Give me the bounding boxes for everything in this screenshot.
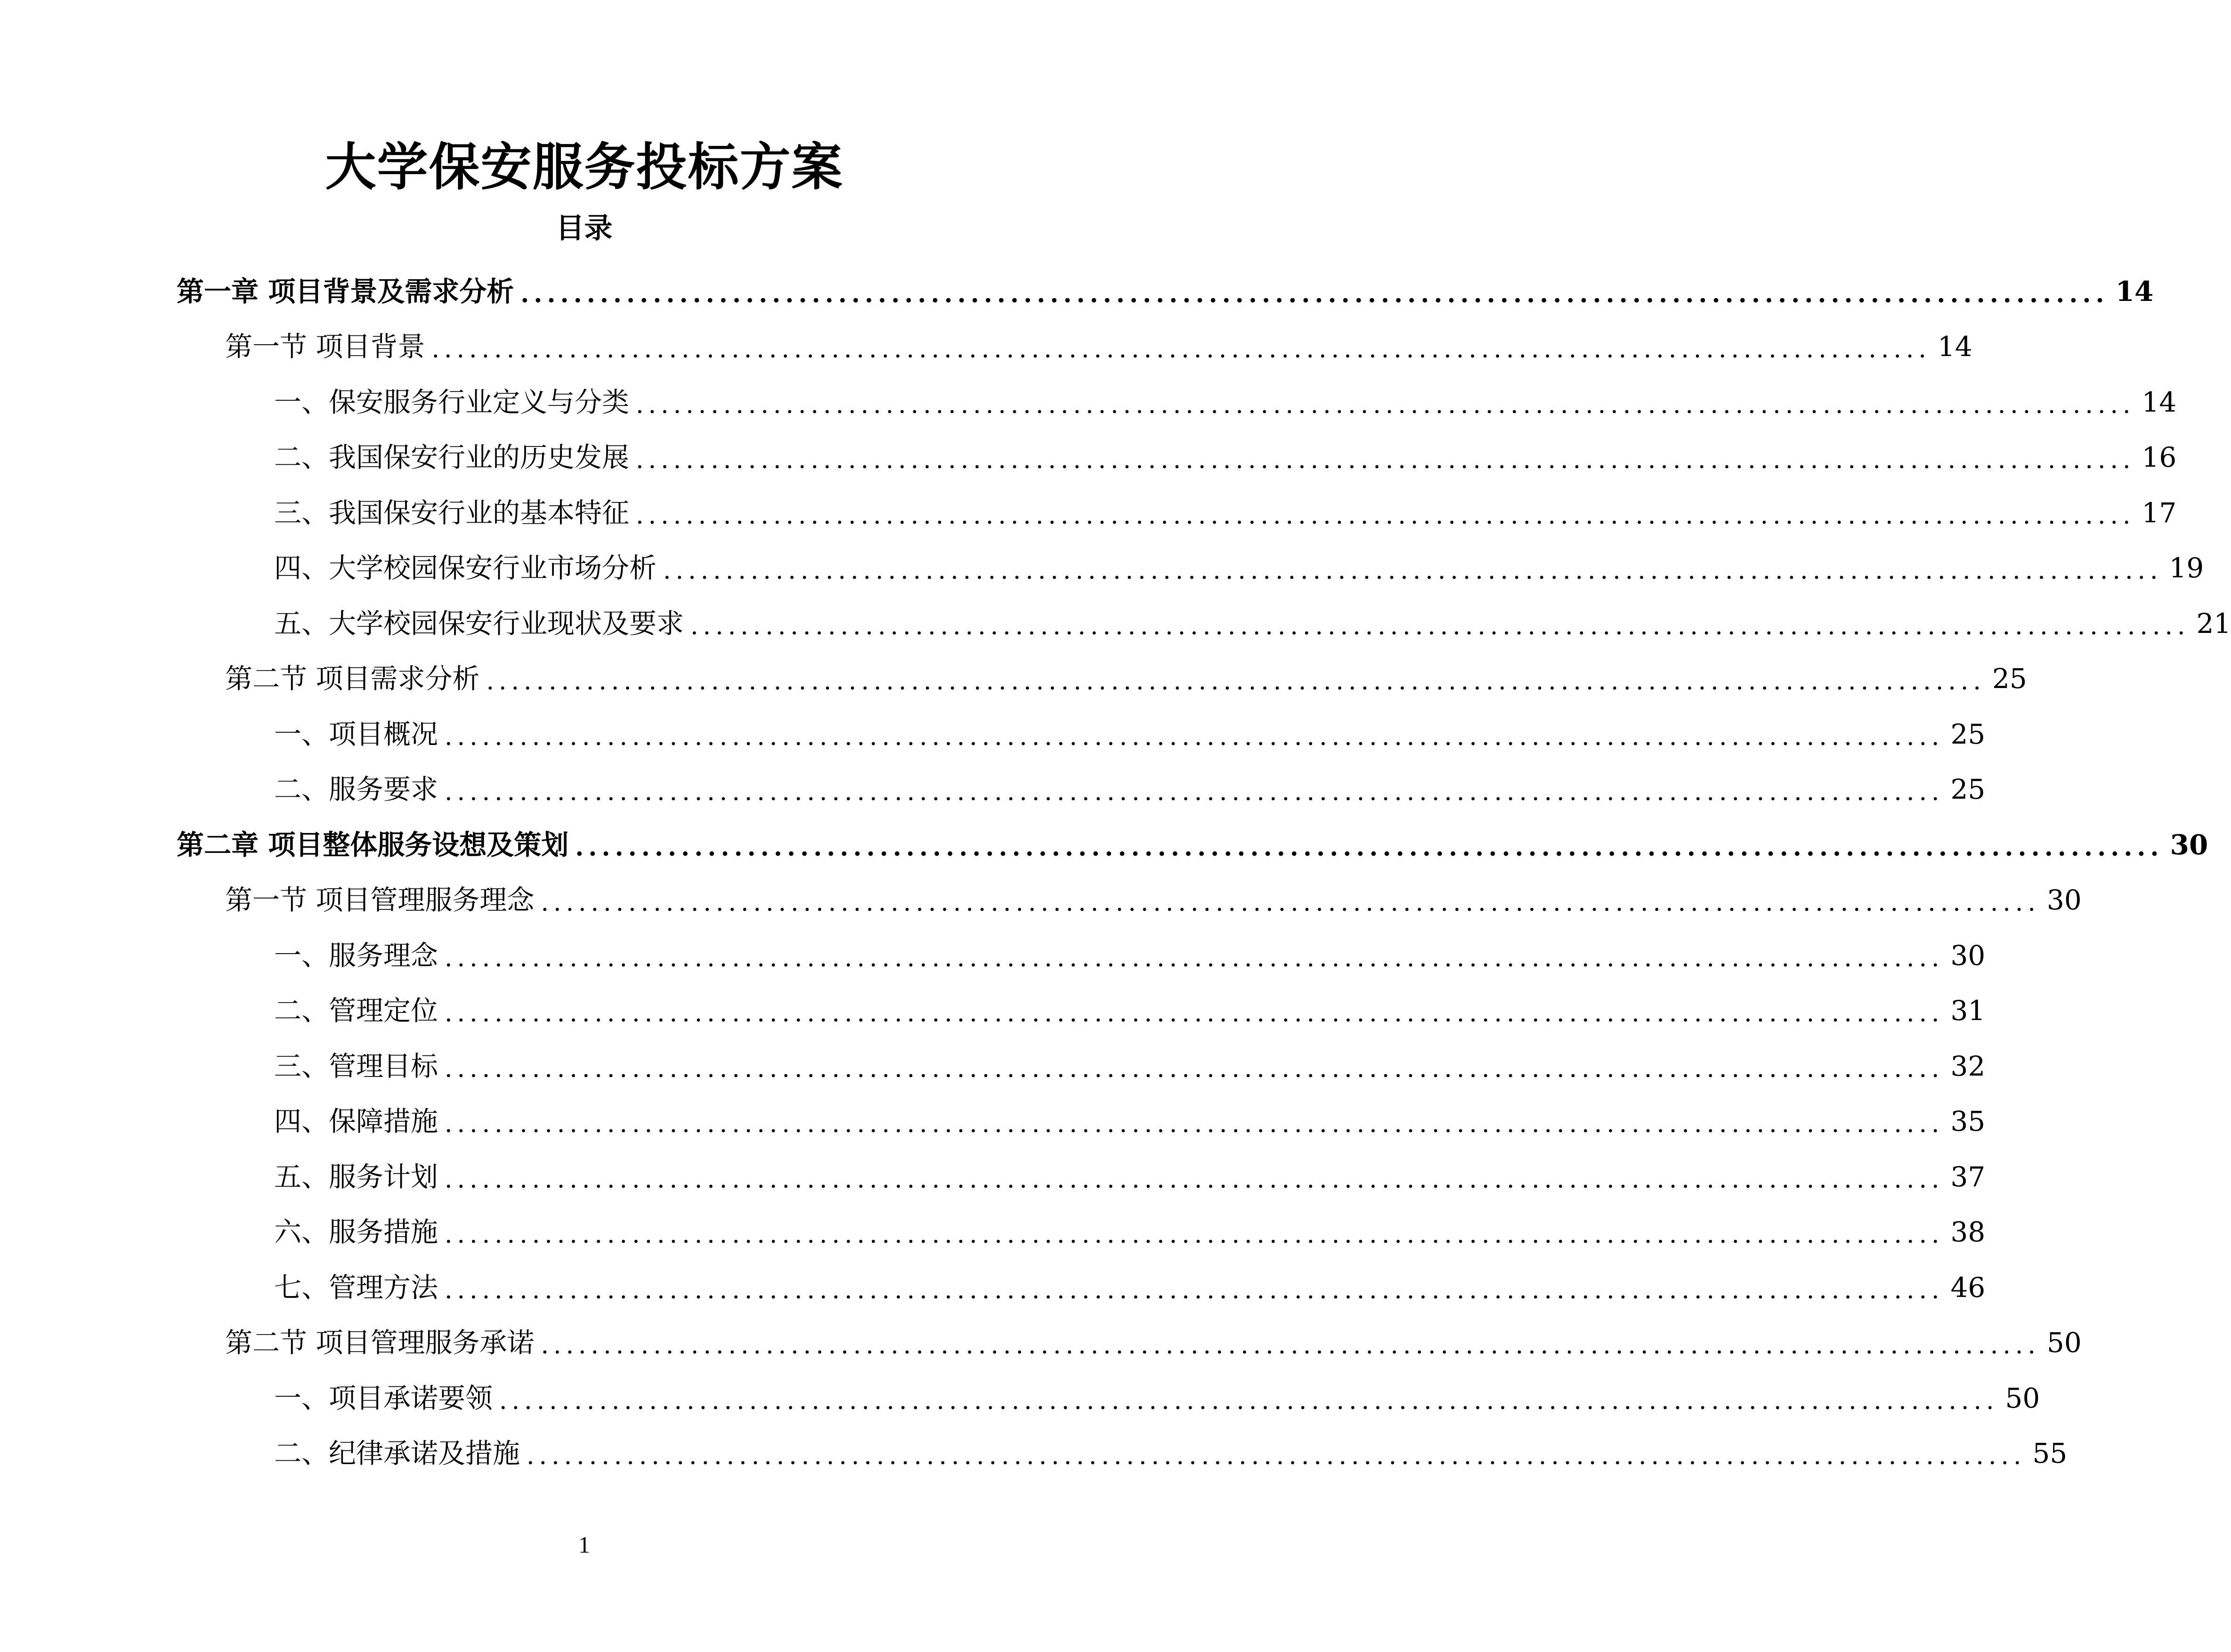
toc-dot-leader: ........................................................................................................................ [541, 889, 2040, 917]
toc-dot-leader: ........................................................................................................................ [690, 612, 2190, 640]
toc-entry-subsection[interactable] [0, 374, 2177, 430]
toc-entry-subsection[interactable] [0, 928, 1986, 983]
toc-dot-leader: ........................................................................................................................ [575, 833, 2164, 862]
toc-dot-leader: ........................................................................................................................ [445, 1221, 1944, 1249]
toc-dot-leader: ........................................................................................................................ [541, 1331, 2040, 1360]
toc-entry-page: 31 [1950, 995, 1986, 1027]
toc-entry-text: 一、项目概况 [274, 718, 438, 750]
toc-entry-page: 25 [1950, 773, 1986, 806]
toc-entry-text: 一、保安服务行业定义与分类 [274, 386, 630, 418]
toc-entry-text: 第二节 项目需求分析 [225, 663, 480, 695]
toc-entry-text: 五、服务计划 [274, 1160, 438, 1193]
toc-entry-text: 一、项目承诺要领 [274, 1382, 493, 1414]
toc-dot-leader: ........................................................................................................................ [445, 999, 1944, 1028]
toc-entry-text: 三、我国保安行业的基本特征 [274, 496, 630, 529]
toc-entry-subsection[interactable] [0, 1038, 1986, 1094]
toc-entry-subsection[interactable] [0, 706, 1986, 762]
toc-dot-leader: ........................................................................................................................ [431, 335, 1931, 364]
toc-entry-page: 30 [1950, 939, 1986, 972]
document-title: 大学保安服务投标方案 [325, 138, 844, 197]
toc-entry-subsection[interactable] [0, 1260, 1986, 1315]
toc-entry-text: 四、保障措施 [274, 1105, 438, 1138]
toc-entry-subsection[interactable] [0, 1149, 1986, 1205]
toc-dot-leader: ........................................................................................................................ [445, 1276, 1944, 1304]
toc-dot-leader: ........................................................................................................................ [636, 446, 2135, 475]
toc-entry-chapter-2[interactable] [0, 817, 2208, 873]
toc-entry-section[interactable] [0, 651, 2027, 707]
toc-dot-leader: ........................................................................................................................ [445, 778, 1944, 807]
toc-entry-page: 14 [1937, 331, 1972, 363]
toc-entry-subsection[interactable] [0, 1426, 2068, 1482]
toc-entry-page: 14 [2115, 275, 2154, 308]
toc-entry-text: 六、服务措施 [274, 1216, 438, 1248]
toc-entry-page: 16 [2142, 441, 2177, 474]
toc-dot-leader: ........................................................................................................................ [486, 667, 1986, 696]
page-number: 1 [578, 1531, 590, 1558]
toc-dot-leader: ........................................................................................................................ [499, 1386, 1999, 1415]
table-of-contents [0, 264, 2231, 1481]
toc-dot-leader: ........................................................................................................................ [663, 557, 2163, 585]
toc-dot-leader: ........................................................................................................................ [445, 944, 1944, 972]
toc-entry-text: 第一章 项目背景及需求分析 [177, 275, 514, 308]
toc-entry-page: 32 [1950, 1050, 1986, 1082]
toc-entry-section[interactable] [0, 1315, 2082, 1371]
toc-dot-leader: ........................................................................................................................ [445, 722, 1944, 751]
toc-entry-page: 37 [1950, 1160, 1986, 1193]
toc-entry-text: 第一节 项目背景 [225, 331, 425, 363]
toc-entry-subsection[interactable] [0, 596, 2231, 651]
toc-entry-text: 第二节 项目管理服务承诺 [225, 1327, 535, 1359]
toc-entry-page: 50 [2005, 1382, 2040, 1414]
toc-entry-text: 第一节 项目管理服务理念 [225, 884, 535, 916]
toc-dot-leader: ........................................................................................................................ [636, 501, 2135, 530]
toc-entry-subsection[interactable] [0, 1370, 2040, 1426]
toc-entry-section[interactable] [0, 319, 1972, 375]
toc-dot-leader: ........................................................................................................................ [445, 1110, 1944, 1139]
toc-entry-page: 25 [1950, 718, 1986, 750]
toc-entry-page: 25 [1992, 663, 2027, 695]
toc-entry-subsection[interactable] [0, 762, 1986, 818]
toc-entry-text: 二、纪律承诺及措施 [274, 1437, 520, 1470]
toc-entry-subsection[interactable] [0, 541, 2204, 596]
toc-entry-page: 14 [2142, 386, 2177, 418]
toc-heading: 目录 [556, 212, 613, 245]
toc-entry-subsection[interactable] [0, 430, 2177, 486]
toc-entry-subsection[interactable] [0, 983, 1986, 1039]
toc-entry-page: 55 [2032, 1437, 2068, 1470]
toc-entry-page: 19 [2169, 552, 2204, 584]
toc-entry-text: 四、大学校园保安行业市场分析 [274, 552, 657, 584]
toc-entry-subsection[interactable] [0, 485, 2177, 541]
toc-dot-leader: ........................................................................................................................ [520, 279, 2109, 308]
toc-entry-page: 46 [1950, 1271, 1986, 1304]
toc-dot-leader: ........................................................................................................................ [445, 1165, 1944, 1194]
toc-entry-text: 七、管理方法 [274, 1271, 438, 1304]
toc-entry-subsection[interactable] [0, 1094, 1986, 1150]
toc-entry-page: 50 [2046, 1327, 2082, 1359]
toc-dot-leader: ........................................................................................................................ [636, 390, 2135, 419]
toc-entry-text: 二、服务要求 [274, 773, 438, 806]
toc-entry-text: 一、服务理念 [274, 939, 438, 972]
toc-entry-page: 17 [2142, 496, 2177, 529]
toc-entry-section[interactable] [0, 873, 2082, 928]
toc-entry-page: 38 [1950, 1216, 1986, 1248]
toc-entry-page: 21 [2196, 607, 2231, 640]
toc-entry-chapter-1[interactable] [0, 264, 2154, 319]
toc-entry-page: 35 [1950, 1105, 1986, 1138]
toc-entry-text: 三、管理目标 [274, 1050, 438, 1082]
toc-entry-subsection[interactable] [0, 1205, 1986, 1260]
toc-dot-leader: ........................................................................................................................ [445, 1054, 1944, 1083]
toc-entry-page: 30 [2046, 884, 2082, 916]
toc-entry-text: 二、管理定位 [274, 995, 438, 1027]
toc-entry-page: 30 [2170, 828, 2208, 861]
toc-dot-leader: ........................................................................................................................ [527, 1442, 2026, 1471]
toc-entry-text: 第二章 项目整体服务设想及策划 [177, 828, 569, 861]
toc-entry-text: 二、我国保安行业的历史发展 [274, 441, 630, 474]
toc-entry-text: 五、大学校园保安行业现状及要求 [274, 607, 684, 640]
